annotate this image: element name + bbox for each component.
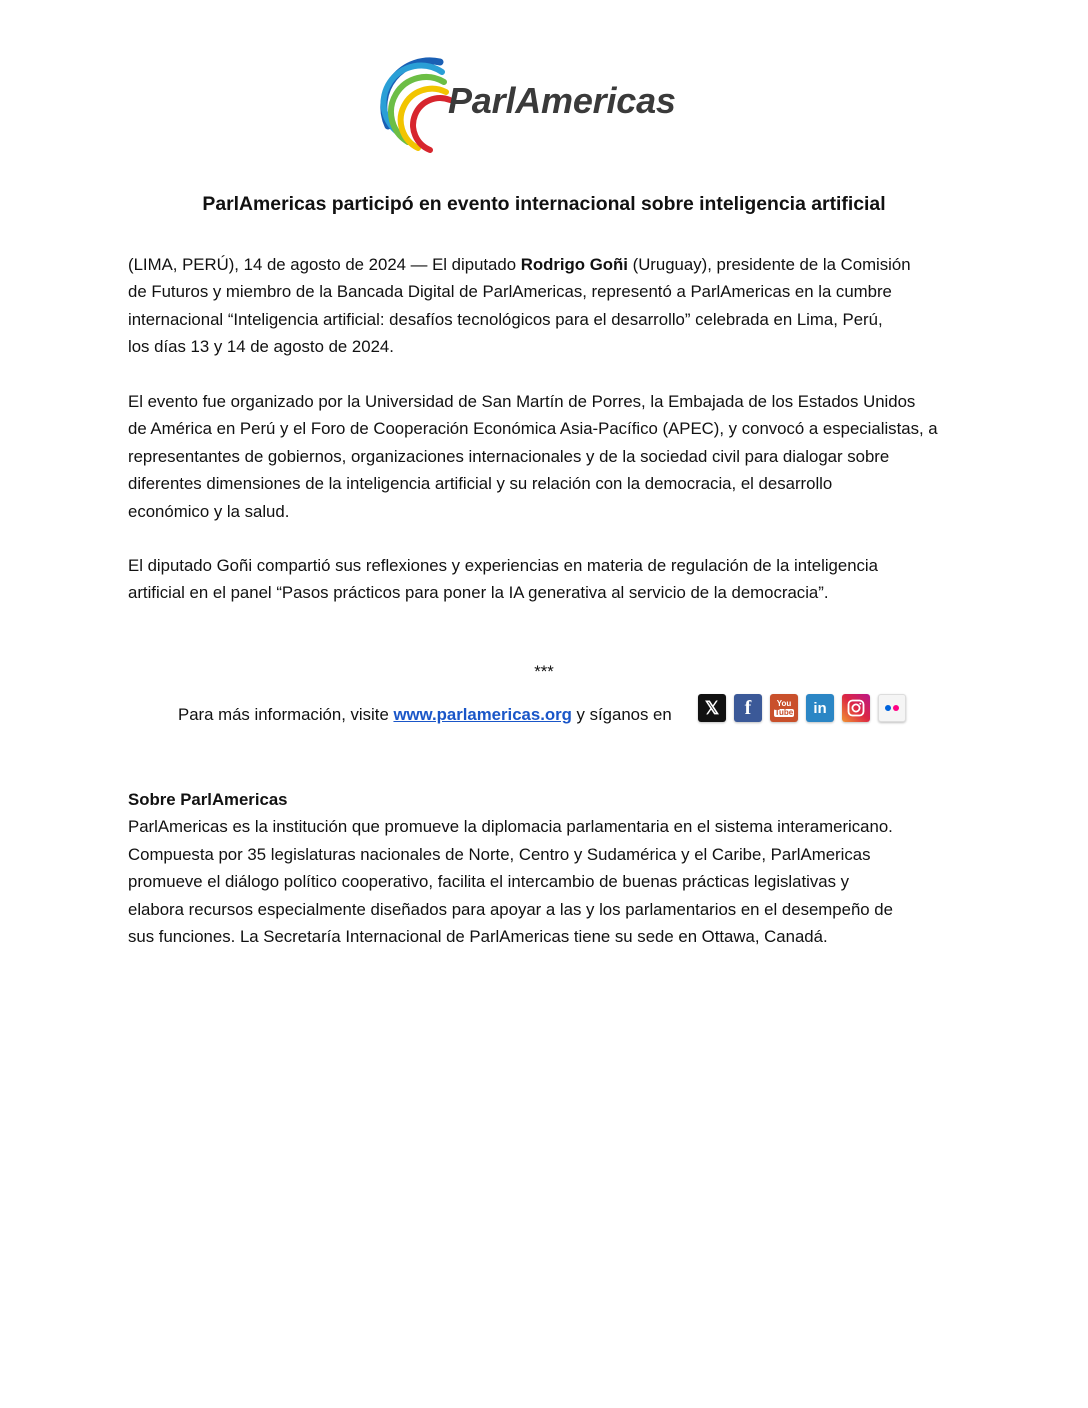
about-line: promueve el diálogo político cooperativo, facilita el intercambio de buenas prácticas legislativas y	[128, 872, 850, 892]
instagram-camera-icon	[847, 699, 865, 717]
about-section	[128, 786, 968, 950]
paragraph-line: artificial en el panel “Pasos prácticos para poner la IA generativa al servicio de la democracia”.	[128, 583, 829, 603]
about-line: Compuesta por 35 legislaturas nacionales de Norte, Centro y Sudamérica y el Caribe, ParlAmericas	[128, 844, 871, 864]
press-release-title: ParlAmericas participó en evento internacional sobre inteligencia artificial	[202, 193, 886, 215]
flickr-blue-dot	[885, 705, 891, 711]
logo-wordmark: ParlAmericas	[448, 80, 676, 121]
paragraph-line: diferentes dimensiones de la inteligencia artificial y su relación con la democracia, el desarrollo	[128, 474, 833, 494]
paragraph-event	[128, 388, 968, 525]
parlamericas-logo	[378, 56, 718, 156]
about-line: sus funciones. La Secretaría Internacional de ParlAmericas tiene su sede en Ottawa, Canadá.	[128, 927, 828, 947]
paragraph-panel	[128, 552, 968, 607]
about-heading: Sobre ParlAmericas	[128, 790, 288, 809]
social-icons	[698, 694, 906, 722]
paragraph-line: económico y la salud.	[128, 501, 290, 521]
paragraph-line: de Futuros y miembro de la Bancada Digital de ParlAmericas, representó a ParlAmericas en la cumbre	[128, 282, 892, 302]
website-link[interactable]: www.parlamericas.org	[393, 705, 572, 724]
paragraph-intro	[128, 251, 968, 361]
flickr-icon[interactable]	[878, 694, 906, 722]
linkedin-icon[interactable]: in	[806, 694, 834, 722]
facebook-icon[interactable]: f	[734, 694, 762, 722]
youtube-icon[interactable]: You Tube	[770, 694, 798, 722]
paragraph-line: los días 13 y 14 de agosto de 2024.	[128, 337, 394, 357]
paragraph-line: internacional “Inteligencia artificial: desafíos tecnológicos para el desarrollo” celebrada en Lima, Perú,	[128, 309, 883, 329]
instagram-icon[interactable]	[842, 694, 870, 722]
paragraph-line: El evento fue organizado por la Universidad de San Martín de Porres, la Embajada de los Estados Unidos	[128, 392, 916, 411]
logo-arcs-icon	[378, 56, 458, 156]
contact-line: Para más información, visite www.parlamericas.org y síganos en	[178, 705, 672, 724]
paragraph-line: de América en Perú y el Foro de Cooperación Económica Asia-Pacífico (APEC), y convocó a especialistas, a	[128, 419, 938, 439]
about-line: elabora recursos especialmente diseñados para apoyar a las y los parlamentarios en el desempeño de	[128, 899, 893, 919]
separator: ***	[534, 662, 554, 681]
x-icon[interactable]: 𝕏	[698, 694, 726, 722]
paragraph-line: El diputado Goñi compartió sus reflexiones y experiencias en materia de regulación de la inteligencia	[128, 556, 878, 575]
about-line: ParlAmericas es la institución que promueve la diplomacia parlamentaria en el sistema interamericano.	[128, 817, 893, 837]
flickr-pink-dot	[893, 705, 899, 711]
paragraph-line: representantes de gobiernos, organizaciones internacionales y de la sociedad civil para dialogar sobre	[128, 446, 890, 466]
paragraph-line: (LIMA, PERÚ), 14 de agosto de 2024 — El diputado Rodrigo Goñi (Uruguay), presidente de la Comisión	[128, 255, 911, 274]
speaker-name: Rodrigo Goñi	[520, 255, 628, 274]
